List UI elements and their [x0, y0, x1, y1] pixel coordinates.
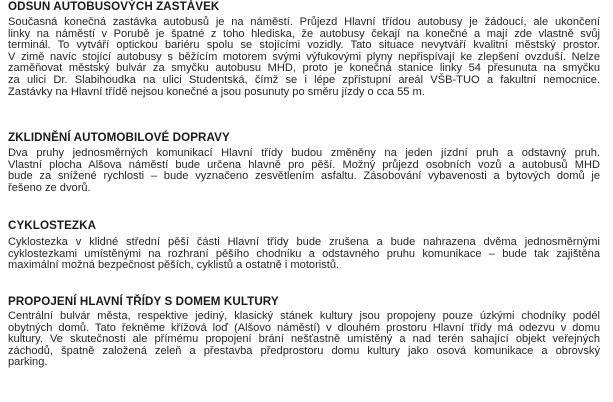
paragraph-line: parking.	[8, 356, 48, 369]
paragraph-line: Současná konečná zastávka autobusů je na náměstí. Průjezd Hlavní třídou autobusy je žádoucí, ale ukončení	[8, 16, 600, 28]
paragraph-line: Vlastní plocha Alšova náměstí bude určena hlavně pro pěší. Možný průjezd osobních vozů a autobusů MHD	[8, 158, 600, 171]
paragraph-line: V zimě navíc stojící autobusy s běžícím motorem svými výfukovými plyny nepřispívají ke zlepšení ovzduší. Nelze	[8, 50, 600, 63]
paragraph-line: maximální možná bezpečnost pěších, cyklistů a ostatně i motoristů.	[8, 259, 340, 272]
paragraph-line: zaměňovat městský bulvár za smyčku autobusu MHD, proto je konečná stanice linky 54 přesunuta na smyčku	[8, 62, 600, 75]
section-body	[8, 237, 600, 272]
section-bus-stops	[8, 0, 600, 98]
paragraph-line: Centrální bulvár města, respektive jediný, klasický stánek kultury jsou propojeny pouze úzkými chodníky podél	[8, 310, 600, 322]
paragraph-line: linky na náměstí v Porubě je špatné z toho hlediska, že autobusy čekají na konečné a mají zde vlastně svůj	[8, 27, 600, 40]
paragraph-line: terminál. To vytváří optickou bariéru spolu se stojícími vozidly. Tato situace nevytváří kvalitní městský prostor.	[8, 39, 600, 52]
paragraph-line: cyklostezkami umístěnými na rozhraní pěšího chodníku a odstavného pruhu komunikace – bude tak zajištěna	[8, 247, 600, 260]
paragraph-line: kultury. Ve skutečnosti ale přímému propojení brání nešťastně umístěný a nad terén sahající objekt veřejných	[8, 333, 600, 346]
section-culture-house-link	[8, 295, 600, 369]
section-heading: PROPOJENÍ HLAVNÍ TŘÍDY S DOMEM KULTURY	[8, 295, 279, 308]
paragraph-line: Dva pruhy jednosměrných komunikací Hlavní třídy budou změněny na jeden jízdní pruh a odstavný pruh.	[8, 147, 600, 159]
paragraph-line: bude za snížené rychlosti – bude vyznačeno zesvětlením asfaltu. Zásobování vybavenosti a bytových domů je	[8, 170, 600, 183]
section-cycle-path	[8, 219, 600, 272]
paragraph-line: obytných domů. Tato řekněme křížová loď (Alšovo náměstí) v dlouhém prostoru Hlavní třídy má odezvu v domu	[8, 321, 600, 334]
section-body	[8, 17, 600, 98]
paragraph-line: Cyklostezka v klidné střední pěší části Hlavní třídy bude zrušena a bude nahrazena dvěma jednosměrnými	[8, 236, 600, 248]
paragraph-line: Zastávky na Hlavní třídě nejsou konečné a jsou posunuty po směru jízdy o cca 55 m.	[8, 85, 425, 98]
paragraph-line: řešeno ze dvorů.	[8, 181, 91, 194]
section-heading: ODSUN AUTOBUSOVÝCH ZASTÁVEK	[8, 0, 220, 13]
section-heading: CYKLOSTEZKA	[8, 219, 97, 232]
section-traffic-calming	[8, 131, 600, 194]
section-body	[8, 311, 600, 369]
paragraph-line: záchodů, špatně založená zeleň a přestavba předprostoru domu kultury jako osová komunikace a obrovský	[8, 344, 600, 357]
section-body	[8, 148, 600, 194]
section-heading: ZKLIDNĚNÍ AUTOMOBILOVÉ DOPRAVY	[8, 131, 230, 144]
paragraph-line: za ulici Dr. Slabihoudka na ulici Studentská, čímž se i lépe zpřístupní areál VŠB-TUO a fakultní nemocnice.	[8, 73, 600, 86]
